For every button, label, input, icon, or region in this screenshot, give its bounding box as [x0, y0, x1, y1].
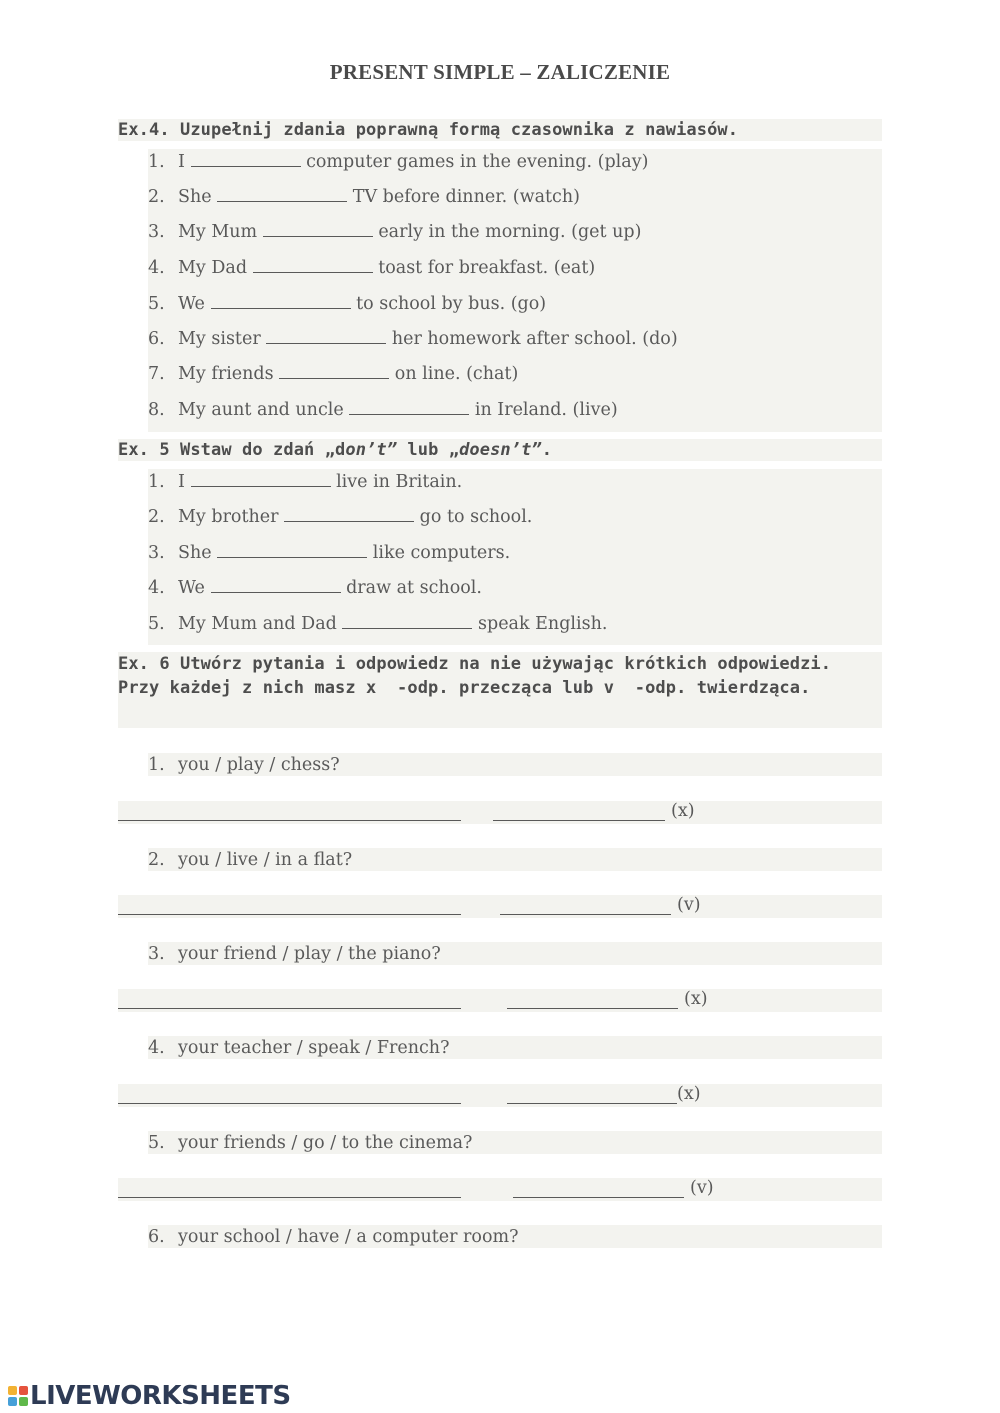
- ex6-question-6: [148, 1226, 518, 1248]
- question-answer-line[interactable]: [118, 820, 461, 821]
- item-text-before: My Dad: [178, 258, 248, 278]
- item-text-after: live in Britain.: [336, 472, 463, 492]
- question-prompt: your teacher / speak / French?: [178, 1038, 450, 1058]
- ex5-heading-end: .: [541, 440, 553, 460]
- ex4-item-2: [148, 185, 580, 207]
- question-prompt: your friends / go / to the cinema?: [178, 1133, 473, 1153]
- ex6-question-5: [148, 1132, 472, 1154]
- item-text-after: to school by bus. (go): [356, 294, 547, 314]
- question-prompt: you / play / chess?: [178, 755, 340, 775]
- item-number: 4.: [148, 258, 165, 278]
- answer-blank[interactable]: [266, 327, 386, 344]
- question-answer-line[interactable]: [118, 1008, 461, 1009]
- ex4-heading: Ex.4. Uzupełnij zdania poprawną formą czasownika z nawiasów.: [118, 120, 739, 140]
- ex6-heading-line-1: Ex. 6 Utwórz pytania i odpowiedz na nie używając krótkich odpowiedzi.: [118, 654, 832, 674]
- answer-mark: (x): [684, 989, 708, 1009]
- ex5-item-4: [148, 576, 482, 598]
- ex4-item-6: [148, 327, 678, 349]
- item-text-before: My friends: [178, 364, 274, 384]
- short-answer-line[interactable]: [507, 1103, 677, 1104]
- ex5-item-5: [148, 612, 607, 634]
- question-prompt: you / live / in a flat?: [178, 850, 353, 870]
- answer-blank[interactable]: [342, 612, 472, 629]
- ex4-item-4: [148, 256, 595, 278]
- ex6-question-1: [148, 754, 340, 776]
- ex4-item-3: [148, 220, 641, 242]
- ex5-item-1: [148, 470, 462, 492]
- answer-blank[interactable]: [253, 256, 373, 273]
- item-text-before: My Mum and Dad: [178, 614, 337, 634]
- item-text-after: draw at school.: [346, 578, 482, 598]
- short-answer-line[interactable]: [493, 820, 665, 821]
- item-number: 3.: [148, 222, 165, 242]
- item-number: 1.: [148, 472, 165, 492]
- page-title: PRESENT SIMPLE – ZALICZENIE: [329, 60, 671, 84]
- ex6-question-2: [148, 849, 352, 871]
- short-answer-line[interactable]: [513, 1197, 684, 1198]
- item-number: 2.: [148, 187, 165, 207]
- answer-blank[interactable]: [263, 220, 373, 237]
- answer-blank[interactable]: [217, 541, 367, 558]
- item-text-after: TV before dinner. (watch): [352, 187, 580, 207]
- liveworksheets-logo-icon: [8, 1386, 28, 1406]
- item-text-after: her homework after school. (do): [391, 329, 678, 349]
- short-answer-line[interactable]: [500, 914, 671, 915]
- answer-blank[interactable]: [279, 362, 389, 379]
- answer-blank[interactable]: [284, 505, 414, 522]
- answer-blank[interactable]: [211, 576, 341, 593]
- ex5-heading-mid: lub „: [397, 440, 460, 460]
- item-text-before: My aunt and uncle: [178, 400, 344, 420]
- question-prompt: your school / have / a computer room?: [178, 1227, 519, 1247]
- ex5-heading-start: Ex. 5 Wstaw do zdań „d: [118, 440, 346, 460]
- item-number: 2.: [148, 850, 165, 870]
- ex6-question-3: [148, 943, 441, 965]
- ex5-item-2: [148, 505, 532, 527]
- item-number: 4.: [148, 1038, 165, 1058]
- item-text-before: She: [178, 543, 212, 563]
- item-text-before: My Mum: [178, 222, 258, 242]
- question-answer-line[interactable]: [118, 1103, 461, 1104]
- item-number: 7.: [148, 364, 165, 384]
- liveworksheets-logo: [8, 1380, 291, 1412]
- ex5-item-3: [148, 541, 510, 563]
- short-answer-line[interactable]: [507, 1008, 678, 1009]
- ex4-item-7: [148, 362, 518, 384]
- item-number: 5.: [148, 1133, 165, 1153]
- answer-mark: (x): [677, 1084, 701, 1104]
- item-text-after: go to school.: [419, 507, 533, 527]
- item-number: 1.: [148, 755, 165, 775]
- question-prompt: your friend / play / the piano?: [178, 944, 441, 964]
- item-number: 3.: [148, 944, 165, 964]
- answer-mark: (v): [690, 1178, 714, 1198]
- item-text-after: early in the morning. (get up): [378, 222, 642, 242]
- item-number: 4.: [148, 578, 165, 598]
- ex4-item-1: [148, 150, 648, 172]
- ex5-heading-dont: on’t”: [345, 440, 398, 460]
- item-text-after: toast for breakfast. (eat): [378, 258, 596, 278]
- answer-blank[interactable]: [349, 398, 469, 415]
- item-number: 1.: [148, 152, 165, 172]
- item-text-before: I: [178, 152, 185, 172]
- item-number: 6.: [148, 329, 165, 349]
- item-text-before: We: [178, 294, 205, 314]
- liveworksheets-logo-text: LIVEWORKSHEETS: [30, 1381, 291, 1411]
- item-number: 3.: [148, 543, 165, 563]
- ex5-heading-doesnt: doesn’t”: [459, 440, 542, 460]
- item-text-after: like computers.: [372, 543, 511, 563]
- item-text-before: She: [178, 187, 212, 207]
- answer-blank[interactable]: [191, 470, 331, 487]
- ex6-question-4: [148, 1037, 449, 1059]
- answer-blank[interactable]: [191, 150, 301, 167]
- item-text-after: speak English.: [478, 614, 608, 634]
- item-text-after: in Ireland. (live): [474, 400, 618, 420]
- item-text-before: We: [178, 578, 205, 598]
- item-text-before: My sister: [178, 329, 261, 349]
- ex6-heading-line-2: Przy każdej z nich masz x -odp. przecząca lub v -odp. twierdząca.: [118, 678, 811, 698]
- item-text-before: I: [178, 472, 185, 492]
- item-number: 2.: [148, 507, 165, 527]
- item-text-before: My brother: [178, 507, 279, 527]
- answer-blank[interactable]: [211, 292, 351, 309]
- answer-blank[interactable]: [217, 185, 347, 202]
- item-text-after: computer games in the evening. (play): [306, 152, 649, 172]
- item-number: 5.: [148, 294, 165, 314]
- question-answer-line[interactable]: [118, 1197, 461, 1198]
- item-number: 6.: [148, 1227, 165, 1247]
- answer-mark: (x): [671, 801, 695, 821]
- answer-mark: (v): [677, 895, 701, 915]
- question-answer-line[interactable]: [118, 914, 461, 915]
- ex5-heading: [118, 440, 552, 460]
- item-number: 8.: [148, 400, 165, 420]
- ex4-item-8: [148, 398, 618, 420]
- item-number: 5.: [148, 614, 165, 634]
- ex4-item-5: [148, 292, 546, 314]
- item-text-after: on line. (chat): [394, 364, 519, 384]
